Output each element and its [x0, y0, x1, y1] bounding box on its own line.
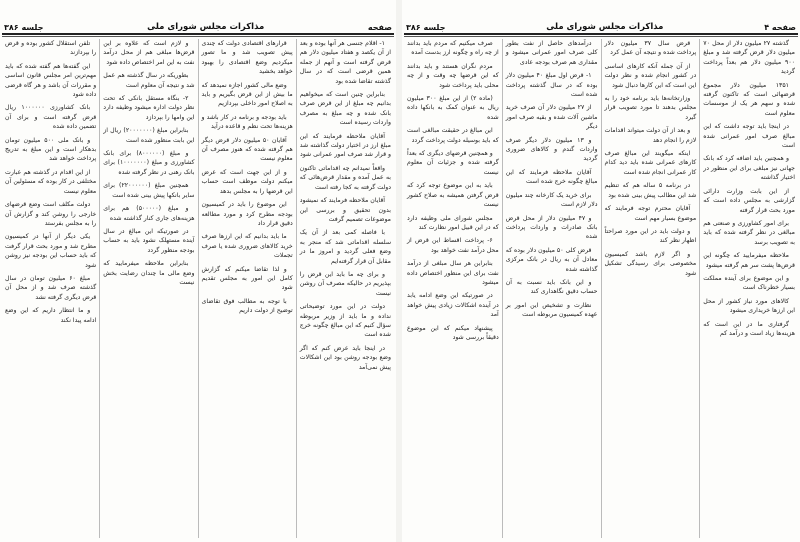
- paragraph: قرارهای اقتصادی دولت که چندی پیش تصویب شد و ما تصور میکردیم وضع اقتصادی را بهبود خواهد بخشید: [201, 40, 293, 76]
- text-column: [296, 39, 394, 538]
- paragraph: بطوریکه در سال گذشته هم عمل شد و نتیجه آن معلوم است: [103, 72, 195, 89]
- paragraph: برای خرید یک کارخانه چند میلیون دلار لازم است: [505, 191, 598, 209]
- paragraph: باید بودجه و برنامه در کار باشد و هزینه‌ها تحت نظم و قاعده درآید: [201, 113, 293, 131]
- paragraph: از این بابت وزارت دارائی گزارشی به مجلس داده است که مورد بحث قرار گرفته: [703, 187, 795, 214]
- session-number: جلسه ۳۸۶: [4, 23, 44, 32]
- paragraph: و مبلغ (۵۰۰۰۰۰) هم برای هزینه‌های جاری کنار گذاشته شده: [103, 205, 195, 222]
- paragraph: و دولت باید در این مورد صراحتاً اظهار نظر کند: [604, 227, 697, 245]
- paragraph: و از این جهت است که عرض میکنم دولت موظف است حساب این قرضها را به مجلس بدهد: [201, 168, 293, 195]
- paragraph: از آن جمله آنکه کارهای اساسی در کشور انجام شده و نظر دولت این است که این کارها دنبال شود: [604, 62, 697, 89]
- text-column: [502, 39, 601, 538]
- text-column: [198, 39, 296, 538]
- paragraph: اینکه میگویند این مبالغ صرف کارهای عمرانی شده باید دید کدام کار عمرانی انجام شده است: [604, 150, 697, 176]
- paragraph: پیشنهاد میکنم که این موضوع دقیقاً بررسی شود: [407, 324, 499, 341]
- paragraph: یکی دیگر از آنها در کمیسیون مطرح شد و مورد بحث قرار گرفت که باید حساب این بودجه نیز روشن شود: [5, 233, 97, 269]
- paragraph: آقایان ۵۰ میلیون دلار قرض دیگر هم گرفته شده که هنوز مصرف آن معلوم نیست: [201, 136, 293, 163]
- paragraph: از این اقدام در گذشته هم عبارت مختلفی در کار بوده که مسئولین آن معلوم نیست: [5, 168, 97, 195]
- text-column: [601, 39, 700, 538]
- paragraph: بنابراین ملاحظه میفرمایید که وضع مالی ما چندان رضایت بخش نیست: [103, 260, 195, 286]
- header-rule: [2, 33, 394, 35]
- paragraph: و اگر لازم باشد کمیسیون مخصوصی برای رسیدگی تشکیل شود: [604, 250, 697, 277]
- paragraph: ۱۳۵۱ میلیون دلار مجموع قرضهائی است که تاکنون گرفته شده و سهم هر یک از موسسات معلوم است: [703, 81, 795, 117]
- paragraph: همچنین مبلغ (۲۲۰۰۰۰۰۰) برای سایر بانکها پیش بینی شده است: [103, 182, 195, 199]
- right-page-columns: [404, 39, 798, 538]
- paragraph: و ما انتظار داریم که این وضع ادامه پیدا نکند: [5, 307, 97, 324]
- page-title: مذاکرات مجلس شورای ملی: [546, 22, 664, 32]
- paragraph: صرف میکنیم که مردم باید بدانند از چه راه و چگونه ارز بدست آمده: [407, 40, 499, 57]
- left-page-columns: [2, 39, 394, 538]
- paragraph: و ۱۳ میلیون دلار دیگر صرف واردات گندم و کالاهای ضروری گردید: [505, 136, 598, 163]
- paragraph: قرض سال ۳۷ میلیون دلار پرداخت شده و نتیجه آن عمل کرد: [604, 40, 697, 57]
- paragraph: ملاحظه میفرمایید که چگونه این قرض‌ها پشت سر هم گرفته میشود: [703, 252, 795, 269]
- paragraph: آقایان ملاحظه فرمایند که این مبلغ ارز در اختیار دولت گذاشته شد و قرار شد صرف امور عمرانی شود: [299, 132, 391, 159]
- paragraph: و این بانک باید نسبت به آن حساب دقیق نگاهداری کند: [505, 278, 598, 296]
- header-rule-thin: [2, 36, 394, 37]
- header-rule-thin: [404, 36, 798, 37]
- paragraph: ما باید بدانیم که این ارزها صرف خرید کالاهای ضروری شده یا صرف تجملات: [201, 233, 293, 260]
- right-page-header: [406, 18, 796, 32]
- paragraph: نظارت و تشخیص این امور بر عهده کمیسیون مربوطه است: [505, 301, 598, 319]
- paragraph: ۱- اقلام جنسی هر آنها بوده و بعد از آن یکصد و هفتاد میلیون دلار هم قرض گرفته است و آنهم از جمله همین قرضی است که در سال گذشته تقاضا شده بود: [299, 40, 391, 85]
- page-label: صفحه ۴: [764, 23, 796, 32]
- paragraph: و لازم است که علاوه بر این قرض‌ها مبلغی هم از محل درآمد نفت به این امر اختصاص داده شود: [103, 40, 195, 66]
- paragraph: بانک کشاورزی ۱۰۰۰۰۰۰ ریال قرض گرفته است و برای آن تضمین داده شده: [5, 104, 97, 131]
- text-column: [404, 39, 502, 538]
- text-column: [2, 39, 99, 538]
- paragraph: این موضوع را باید در کمیسیون بودجه مطرح کرد و مورد مطالعه دقیق قرار داد: [201, 201, 293, 227]
- paragraph: و بعد از آن دولت میتواند اقدامات لازم را انجام دهد: [604, 127, 697, 144]
- paragraph: گرفتاری ما در این است که هزینه‌ها زیاد است و درآمد کم: [703, 320, 795, 337]
- paragraph: برای امور کشاورزی و صنعتی هم مبالغی در نظر گرفته شده که باید به تصویب برسد: [703, 219, 795, 246]
- paragraph: مبلغ ۶۰ میلیون تومان در سال گذشته صرف شد و از محل آن قرض دیگری گرفته نشد: [5, 274, 97, 301]
- page-title: مذاکرات مجلس شورای ملی: [147, 22, 265, 32]
- paragraph: مردم نگران هستند و باید بدانند که این قرضها چه وقت و از چه محلی باید پرداخت شود: [407, 62, 499, 89]
- paragraph: با توجه به مطالب فوق تقاضای توضیح از دولت داریم: [201, 297, 293, 315]
- paragraph: بنابراین چنین است که میخواهیم بدانیم چه مبلغ از این قرض صرف بانک شده و چه مبلغ به مصرف واردات رسیده است: [299, 91, 391, 127]
- paragraph: و این موضوع برای آینده مملکت بسیار خطرناک است: [703, 274, 795, 292]
- paragraph: در اینجا باید عرض کنم که اگر وضع بودجه روشن بود این اشکالات پیش نمی‌آمد: [299, 344, 391, 371]
- session-number: جلسه ۳۸۶: [406, 23, 446, 32]
- paragraph: مجلس شورای ملی وظیفه دارد که در این قبیل امور نظارت کند: [407, 214, 499, 231]
- paragraph: تلفن استقلال کشور بوده و قرض را بپردازند: [5, 40, 97, 57]
- paragraph: قرض کلی ۵۰ میلیون دلار بوده که معادل آن به ریال در بانک مرکزی گذاشته شده: [505, 246, 598, 273]
- paragraph: باید به این موضوع توجه کرد که قرض گرفتن همیشه به صلاح کشور نیست: [407, 182, 499, 209]
- paragraph: درآمدهای حاصل از نفت بطور کلی صرف امور عمرانی میشود و مقداری هم صرف بودجه عادی: [505, 40, 598, 66]
- paragraph: و ۴۷ میلیون دلار از محل قرض بانک صادرات و واردات پرداخت شده: [505, 214, 598, 241]
- paragraph: با فاصله کمی بعد از آن یک سلسله اقداماتی شد که منجر به وضع فعلی گردید و امروز ما در مقابل آن قرار گرفته‌ایم: [299, 229, 391, 265]
- paragraph: و مبلغ (۸۰۰۰۰۰۰) برای بانک کشاورزی و مبلغ (۱۰۰۰۰۰۰۰) برای بانک رهنی در نظر گرفته شده: [103, 150, 195, 176]
- paragraph: ۱- قرض اول مبلغ ۴۰ میلیون دلار بوده که در سال گذشته پرداخت شده است: [505, 72, 598, 99]
- paragraph: و برای چه ما باید این قرض را بپذیریم در حالیکه مصرف آن روشن نیست: [299, 270, 391, 297]
- header-rule: [404, 33, 798, 35]
- paragraph: و همچنین باید اضافه کرد که بانک جهانی نیز مبلغی برای این منظور در اختیار گذاشته: [703, 155, 795, 182]
- paragraph: بنابراین هر سال مبلغی از درآمد نفت برای این منظور اختصاص داده میشود: [407, 260, 499, 286]
- paragraph: و لذا تقاضا میکنم که گزارش کامل این امور به مجلس تقدیم شود: [201, 265, 293, 292]
- paragraph: ۶- پرداخت اقساط این قرض از محل درآمد نفت خواهد بود: [407, 237, 499, 254]
- page-label: صفحه: [367, 23, 392, 32]
- paragraph: دولت در این مورد توضیحاتی نداده و ما باید از وزیر مربوطه سؤال کنیم که این مبالغ چگونه خرج شده است: [299, 303, 391, 339]
- paragraph: ۲- بنگاه مستقل بانکی که تحت نظر دولت اداره میشود وظیفه دارد این وامها را بپردازد: [103, 95, 195, 121]
- paragraph: وزارتخانه‌ها باید برنامه خود را به مجلس بدهند تا مورد تصویب قرار گیرد: [604, 95, 697, 121]
- paragraph: آقایان ملاحظه فرمایند که این مبالغ چگونه خرج شده است: [505, 168, 598, 186]
- left-page-header: [4, 18, 392, 32]
- paragraph: در صورتیکه این وضع ادامه یابد در آینده اشکالات زیادی پیش خواهد آمد: [407, 292, 499, 319]
- paragraph: کالاهای مورد نیاز کشور از محل این ارزها خریداری میشود: [703, 297, 795, 315]
- text-column: [699, 39, 798, 538]
- paragraph: و بانک ملی ۵۰۰ میلیون تومان بدهکار است و این مبلغ به تدریج پرداخت خواهد شد: [5, 136, 97, 163]
- paragraph: (ماده ۲) از این مبلغ ۳۰۰ میلیون ریال به عنوان کمک به بانکها داده شده: [407, 95, 499, 121]
- paragraph: در برنامه ۵ ساله هم که تنظیم شد این مطالب پیش بینی شده بود: [604, 182, 697, 199]
- paragraph: در اینجا باید توجه داشت که این مبالغ صرف امور عمرانی شده است: [703, 123, 795, 150]
- paragraph: وضع مالی کشور اجازه نمیدهد که ما بیش از این قرض بگیریم و باید به اصلاح امور داخلی بپردازیم: [201, 81, 293, 108]
- paragraph: در صورتیکه این مبالغ در سال آینده مستهلک نشود باید به حساب بودجه منظور گردد: [103, 227, 195, 254]
- left-page: [0, 0, 396, 542]
- paragraph: آقایان ملاحظه فرمایند که نمیشود بدون تحقیق و بررسی این موضوعات تصمیم گرفت: [299, 197, 391, 223]
- paragraph: این گفته‌ها هم گفته شده که باید مهم‌ترین امر مجلس قانون اساسی و مقررات آن باشد و هر گاه قرضی داده شود: [5, 62, 97, 99]
- paragraph: این مبالغ در حقیقت مبالغی است که باید بوسیله دولت پرداخت گردد: [407, 127, 499, 144]
- paragraph: از ۲۷ میلیون دلار آن صرف خرید ماشین آلات شده و بقیه صرف امور دیگر: [505, 104, 598, 131]
- paragraph: و همچنین قرضهای دیگری که بعداً گرفته شده و جزئیات آن معلوم نیست: [407, 150, 499, 176]
- paragraph: گذشته ۲۷ میلیون دلار از محل ۷۰ میلیون دلار قرض گرفته شد و مبلغ ۹۰۰ میلیون دلار هم بعداً پرداخت گردید: [703, 40, 795, 76]
- paragraph: بنابراین مبلغ (۲۰۰۰۰۰۰۰) ریال از این بابت منظور شده است: [103, 127, 195, 144]
- right-page: [402, 0, 800, 542]
- paragraph: واقعاً نمیدانم چه اقداماتی تاکنون به عمل آمده و مقدار قرض‌هائی که دولت گرفته به کجا رفته است: [299, 164, 391, 191]
- paragraph: آقایان محترم توجه فرمایند که موضوع بسیار مهم است: [604, 205, 697, 222]
- paragraph: دولت مکلف است وضع قرضهای خارجی را روشن کند و گزارش آن را به مجلس بفرستد: [5, 201, 97, 227]
- text-column: [99, 39, 197, 538]
